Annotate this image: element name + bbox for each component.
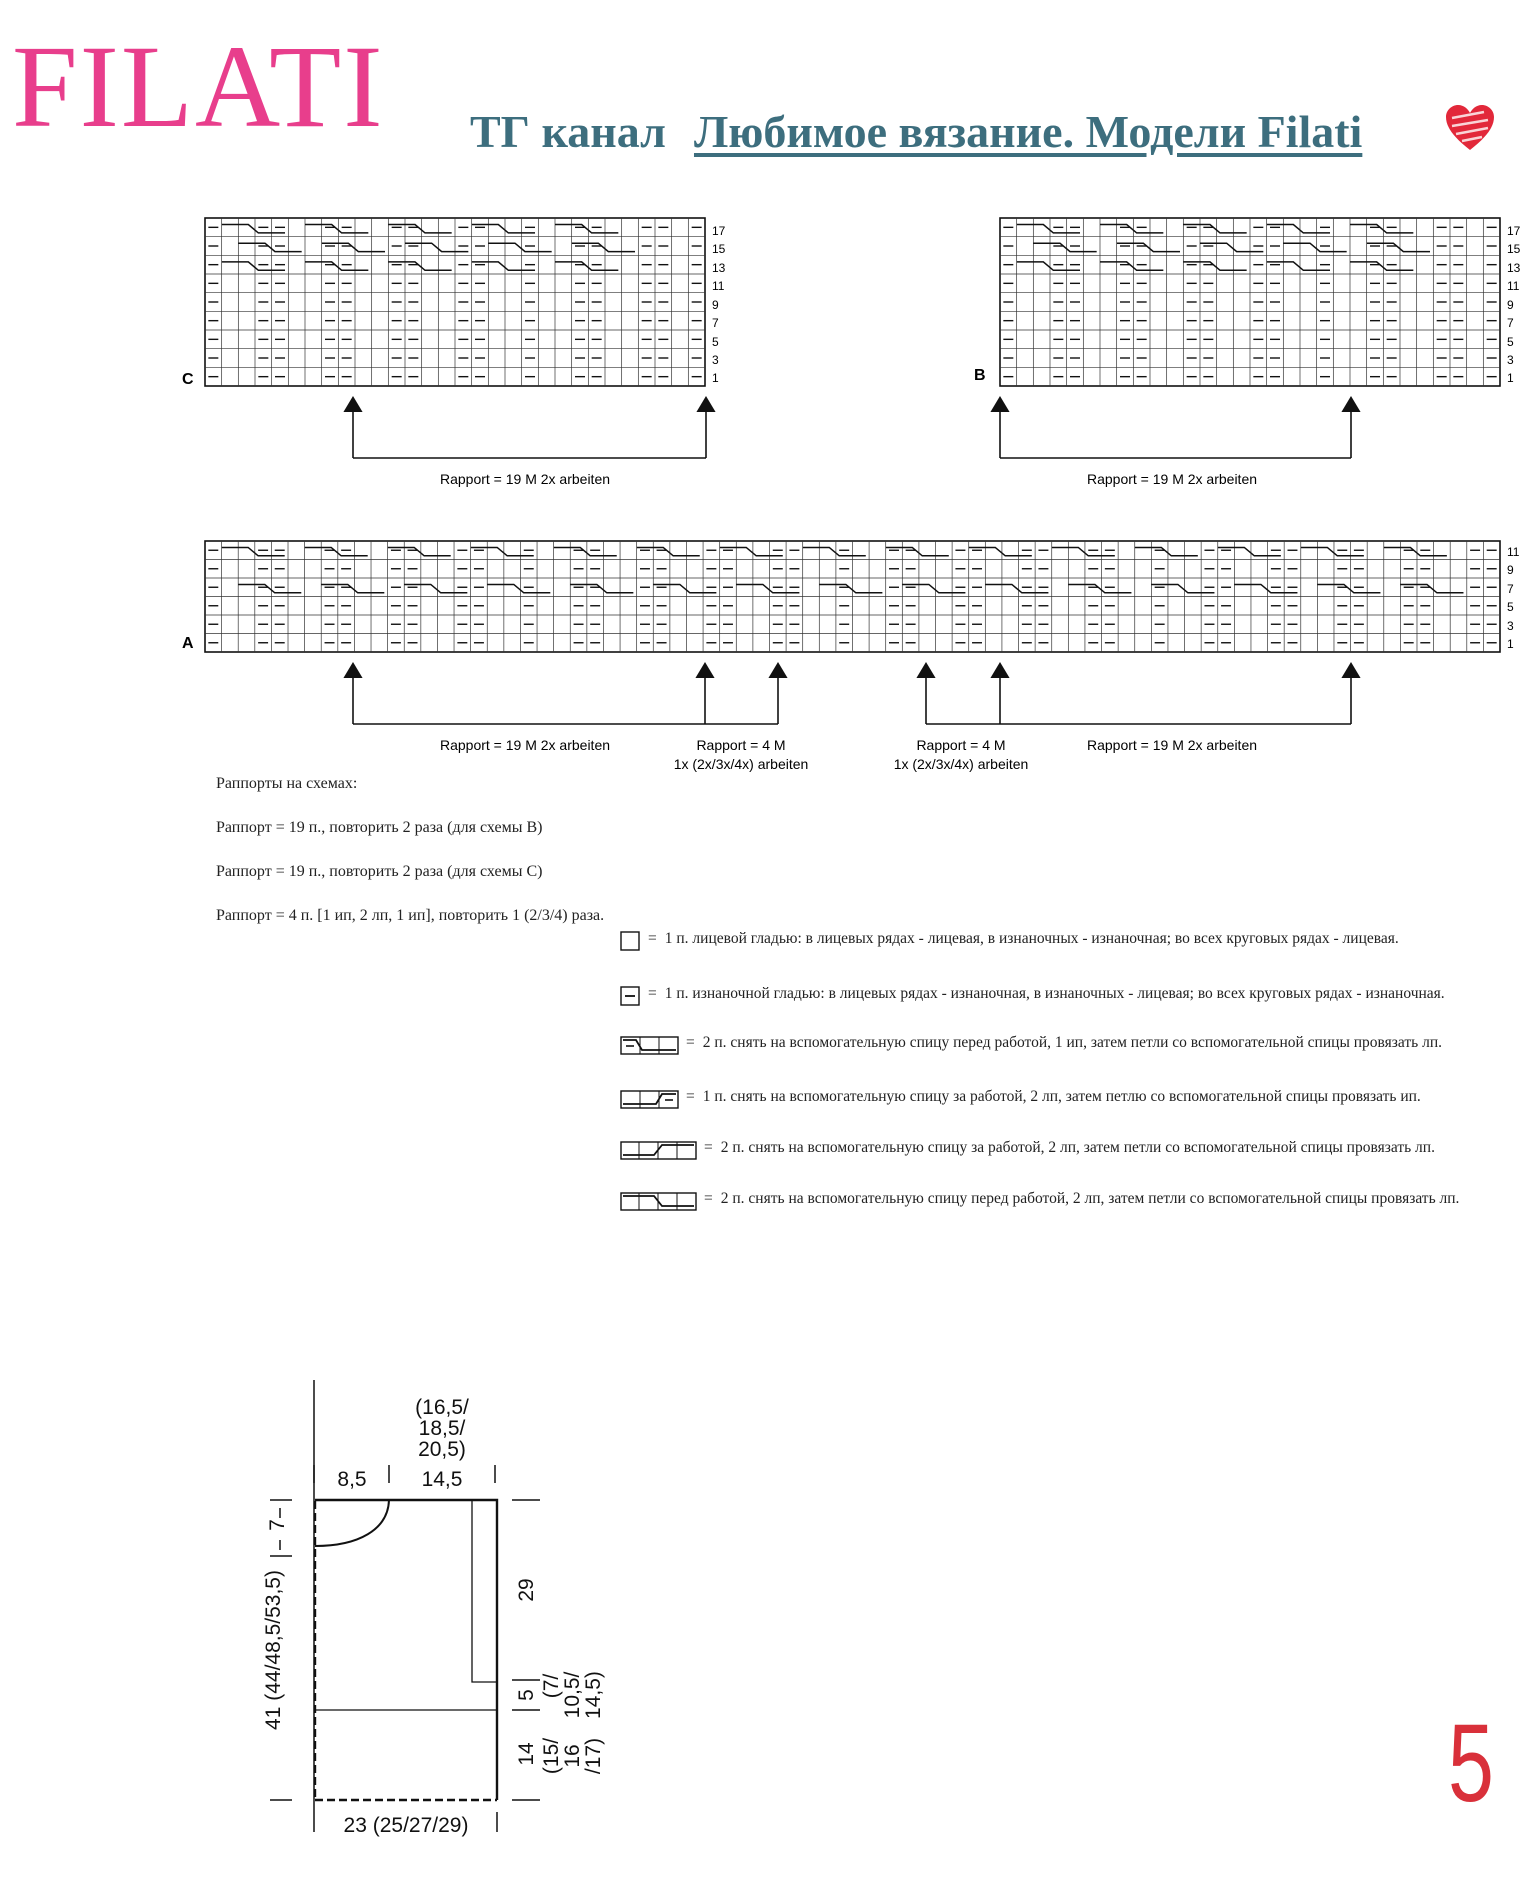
dim-lower-size: (15/ [540,1737,563,1775]
legend-text: 2 п. снять на вспомогательную спицу перед работой, 1 ип, затем петли со вспомогательной спицы провязать лп. [702,1034,1442,1051]
tg-channel-link[interactable]: Любимое вязание. Модели Filati [693,106,1363,157]
row-number: 15 [1507,242,1521,256]
chart-c-label: C [182,371,194,388]
dim-lower-size: 16 [561,1744,584,1768]
chart-b-grid [1000,218,1500,386]
notes-title: Раппорты на схемах: [216,775,358,792]
chart-a-rapport-1: Rapport = 19 M 2x arbeiten [439,737,611,753]
row-number: 5 [712,335,719,349]
chart-b-rapport: Rapport = 19 M 2x arbeiten [1086,471,1258,487]
chart-a-rapport-4: Rapport = 19 M 2x arbeiten [1086,737,1258,753]
dim-mid: 5 [515,1689,538,1701]
chart-c-rapport: Rapport = 19 M 2x arbeiten [439,471,611,487]
notes-line: Раппорт = 19 п., повторить 2 раза (для схемы С) [216,863,543,880]
dim-shoulder-size: 20,5) [418,1438,466,1461]
dim-lower: 14 [515,1742,538,1766]
rapport-notes [216,774,604,950]
dim-armhole: 29 [515,1578,538,1602]
row-number: 11 [1507,545,1520,559]
row-number: 13 [1507,261,1521,275]
garment-schematic [240,1380,660,1880]
legend-item-knit: = 1 п. лицевой гладью: в лицевых рядах - лицевая, в изнаночных - изнаночная; во всех круговых рядах - лицевая. [620,930,1399,952]
dim-neck-width: 8,5 [337,1468,367,1491]
dim-shoulder-size: (16,5/ [415,1396,469,1419]
notes-line: Раппорт = 4 п. [1 ип, 2 лп, 1 ип], повторить 1 (2/3/4) раза. [216,907,605,924]
row-number: 15 [712,242,726,256]
chart-b-rapport-bracket [1000,404,1351,458]
legend-text: 2 п. снять на вспомогательную спицу за работой, 2 лп, затем петли со вспомогательной спицы провязать лп. [720,1139,1435,1156]
chart-a-row-numbers [1507,545,1520,651]
row-number: 9 [1507,563,1514,577]
legend-item-cable-1-2-back: = 1 п. снять на вспомогательную спицу за работой, 2 лп, затем петлю со вспомогательной спицы провязать ип. [620,1088,1421,1110]
dim-shoulder-size: 18,5/ [418,1417,466,1440]
row-number: 3 [1507,619,1514,633]
legend-text: 1 п. лицевой гладью: в лицевых рядах - лицевая, в изнаночных - изнаночная; во всех круговых рядах - лицевая. [664,930,1399,947]
dim-mid-size: 14,5) [582,1671,605,1719]
knit-symbol-icon [620,930,642,952]
chart-a-grid [205,541,1500,652]
row-number: 5 [1507,600,1514,614]
dim-mid-size: 10,5/ [561,1671,584,1719]
row-number: 13 [712,261,726,275]
tg-label: ТГ канал [470,106,666,157]
dim-bottom-width: 23 (25/27/29) [343,1814,469,1837]
row-number: 11 [1507,279,1520,293]
chart-c-row-numbers [712,224,726,385]
row-number: 17 [1507,224,1521,238]
dim-neck-depth: 7 [266,1519,289,1531]
notes-line: Раппорт = 19 п., повторить 2 раза (для схемы В) [216,819,543,836]
row-number: 1 [1507,637,1514,651]
legend-item-purl: = 1 п. изнаночной гладью: в лицевых рядах - изнаночная, в изнаночных - лицевая; во всех круговых рядах - изнаночная. [620,985,1445,1007]
cable-2-2-back-icon [620,1139,698,1161]
row-number: 7 [1507,582,1514,596]
cable-2-2-front-icon [620,1190,698,1212]
chart-b-label: B [974,367,986,384]
chart-c-grid [205,218,705,386]
legend-text: 1 п. снять на вспомогательную спицу за работой, 2 лп, затем петлю со вспомогательной спицы провязать ип. [702,1088,1421,1105]
dim-mid-size: (7/ [540,1673,563,1699]
chart-a-rapport-3-sub: 1x (2x/3x/4x) arbeiten [893,756,1029,772]
chart-b-row-numbers [1507,224,1521,385]
chart-a-rapport-3: Rapport = 4 M [916,737,1006,753]
row-number: 7 [712,316,719,330]
row-number: 1 [1507,371,1514,385]
row-number: 1 [712,371,719,385]
chart-a-rapport-2: Rapport = 4 M [696,737,786,753]
legend-item-cable-2-2-front: = 2 п. снять на вспомогательную спицу перед работой, 2 лп, затем петли со вспомогательной спицы провязать лп. [620,1190,1459,1212]
row-number: 9 [712,298,719,312]
cable-2-1-front-icon [620,1034,680,1056]
dim-lower-size: /17) [582,1737,605,1775]
row-number: 9 [1507,298,1514,312]
dim-total-height: 41 (44/48,5/53,5) [262,1570,285,1730]
legend-item-cable-2-2-back: = 2 п. снять на вспомогательную спицу за работой, 2 лп, затем петли со вспомогательной спицы провязать лп. [620,1139,1435,1161]
chart-c [182,218,726,487]
dim-shoulder: 14,5 [421,1468,463,1491]
chart-a-rapport-2-sub: 1x (2x/3x/4x) arbeiten [673,756,809,772]
purl-symbol-icon [620,985,642,1007]
knitting-charts [0,0,1536,820]
row-number: 3 [1507,353,1514,367]
cable-1-2-back-icon [620,1088,680,1110]
row-number: 11 [712,279,725,293]
row-number: 5 [1507,335,1514,349]
legend-text: 1 п. изнаночной гладью: в лицевых рядах - изнаночная, в изнаночных - лицевая; во всех круговых рядах - изнаночная. [664,985,1445,1002]
legend-text: 2 п. снять на вспомогательную спицу перед работой, 2 лп, затем петли со вспомогательной спицы провязать лп. [720,1190,1460,1207]
chart-b [974,218,1521,487]
chart-c-rapport-bracket [353,404,706,458]
page-number: 5 [1448,1702,1494,1825]
chart-a [182,541,1520,772]
row-number: 17 [712,224,726,238]
row-number: 3 [712,353,719,367]
legend-item-cable-2-1-front: = 2 п. снять на вспомогательную спицу перед работой, 1 ип, затем петли со вспомогательной спицы провязать лп. [620,1034,1442,1056]
brand-logo: FILATI [12,21,385,152]
row-number: 7 [1507,316,1514,330]
chart-a-rapport-brackets [353,670,1351,724]
chart-a-label: A [182,635,194,652]
